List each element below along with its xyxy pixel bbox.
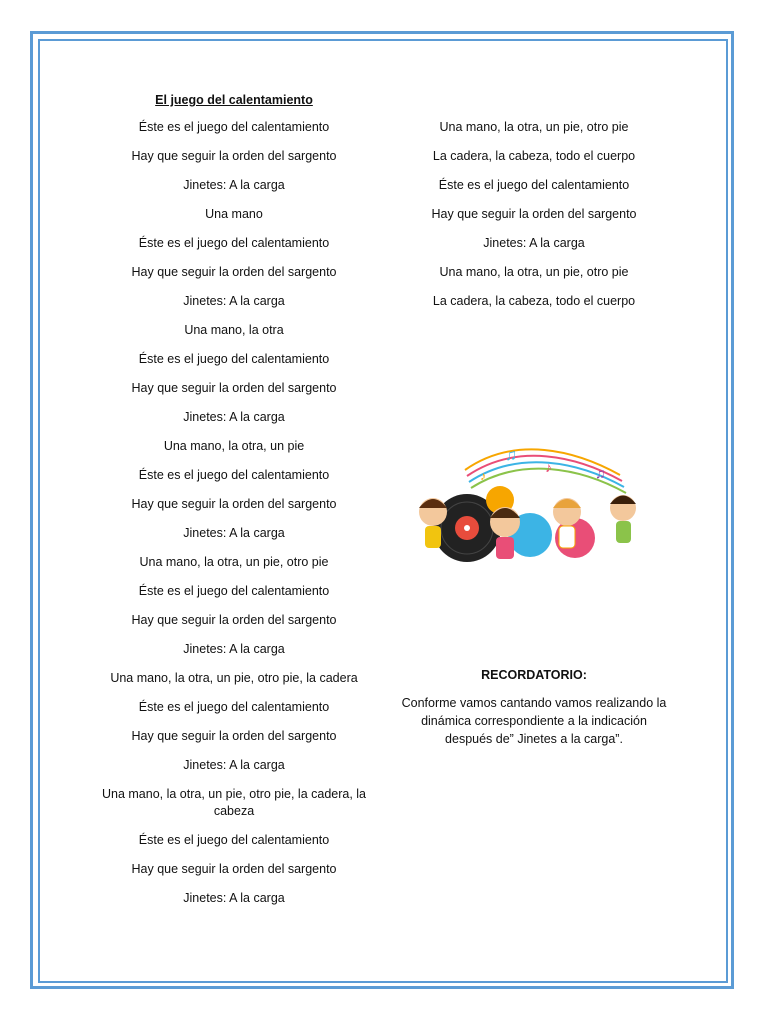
- lyric-line: Hay que seguir la orden del sargento: [131, 265, 337, 279]
- song-title: El juego del calentamiento: [155, 93, 313, 107]
- lyric-line: Hay que seguir la orden del sargento: [431, 207, 637, 221]
- lyric-line: Una mano: [205, 207, 263, 221]
- reminder-title: RECORDATORIO:: [481, 668, 587, 682]
- lyric-line: Hay que seguir la orden del sargento: [131, 149, 337, 163]
- dancing-children-illustration: [405, 440, 665, 570]
- lyric-line: La cadera, la cabeza, todo el cuerpo: [432, 149, 636, 163]
- lyric-line: Hay que seguir la orden del sargento: [131, 862, 337, 876]
- lyric-line: Jinetes: A la carga: [183, 891, 285, 905]
- lyric-line: Hay que seguir la orden del sargento: [131, 497, 337, 511]
- lyric-line: Una mano, la otra, un pie, otro pie: [139, 555, 329, 569]
- lyric-line: Una mano, la otra, un pie, otro pie, la cadera: [110, 671, 358, 685]
- lyric-line: Éste es el juego del calentamiento: [138, 236, 330, 250]
- lyric-line: Una mano, la otra, un pie, otro pie: [439, 265, 629, 279]
- reminder-text: Conforme vamos cantando vamos realizando la dinámica correspondiente a la indicación después de” Jinetes a la carga”.: [401, 696, 667, 746]
- lyrics-right-column: [398, 119, 670, 322]
- lyric-line: Éste es el juego del calentamiento: [438, 178, 630, 192]
- lyric-line: Jinetes: A la carga: [183, 410, 285, 424]
- lyric-line: Éste es el juego del calentamiento: [138, 468, 330, 482]
- lyric-line: Jinetes: A la carga: [183, 642, 285, 656]
- svg-text:♪: ♪: [480, 469, 486, 483]
- lyric-line: La cadera, la cabeza, todo el cuerpo: [432, 294, 636, 308]
- lyric-line: Una mano, la otra, un pie: [163, 439, 305, 453]
- svg-text:♪: ♪: [545, 459, 552, 475]
- svg-text:♫: ♫: [595, 465, 606, 481]
- lyric-line: Éste es el juego del calentamiento: [138, 352, 330, 366]
- svg-text:♫: ♫: [505, 447, 517, 464]
- lyric-line: Hay que seguir la orden del sargento: [131, 381, 337, 395]
- lyric-line: Una mano, la otra: [184, 323, 284, 337]
- lyric-line: Hay que seguir la orden del sargento: [131, 613, 337, 627]
- lyric-line: Jinetes: A la carga: [183, 526, 285, 540]
- lyric-line: Éste es el juego del calentamiento: [138, 584, 330, 598]
- lyric-line: Hay que seguir la orden del sargento: [131, 729, 337, 743]
- lyrics-left-column: [100, 119, 368, 919]
- lyric-line: Jinetes: A la carga: [183, 178, 285, 192]
- lyric-line: Éste es el juego del calentamiento: [138, 120, 330, 134]
- lyric-line: Jinetes: A la carga: [483, 236, 585, 250]
- lyric-line: Una mano, la otra, un pie, otro pie: [439, 120, 629, 134]
- lyric-line: Una mano, la otra, un pie, otro pie, la cadera, la cabeza: [101, 787, 367, 818]
- lyric-line: Éste es el juego del calentamiento: [138, 833, 330, 847]
- lyric-line: Éste es el juego del calentamiento: [138, 700, 330, 714]
- lyric-line: Jinetes: A la carga: [183, 294, 285, 308]
- lyric-line: Jinetes: A la carga: [183, 758, 285, 772]
